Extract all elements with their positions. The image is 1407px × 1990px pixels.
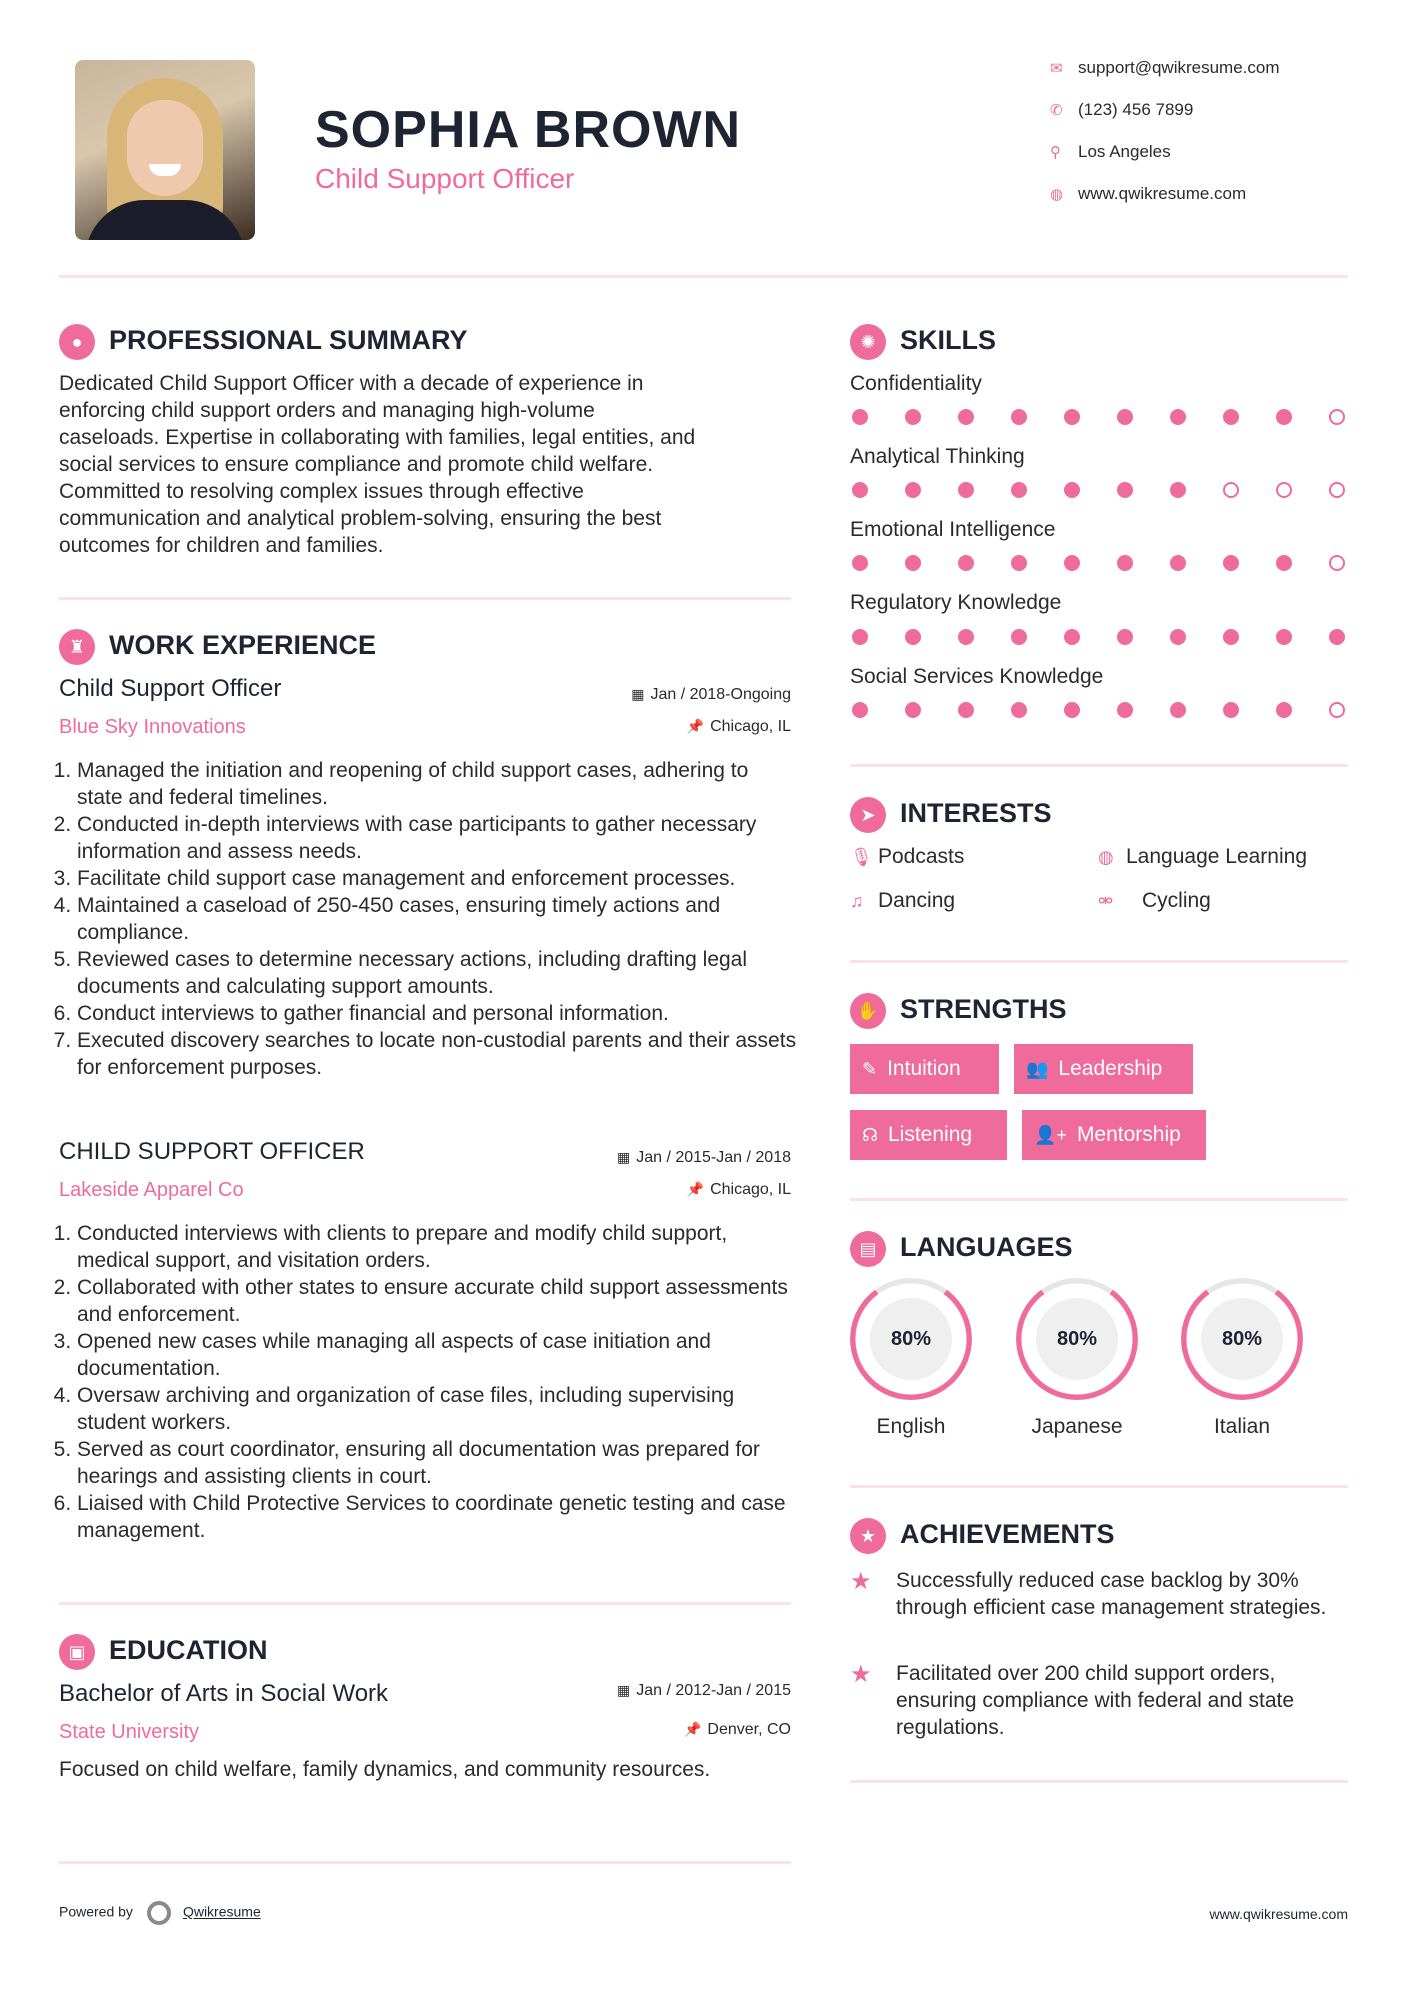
rating-dot-filled — [1117, 409, 1133, 425]
education-degree: Bachelor of Arts in Social Work — [59, 1680, 389, 1707]
rating-dot-filled — [905, 702, 921, 718]
languages-divider — [850, 1485, 1348, 1488]
rating-dot-filled — [852, 555, 868, 571]
list-item: 2. Conducted in-depth interviews with case participants to gather necessary information and assess needs. — [77, 811, 799, 865]
rating-dot-filled — [1276, 555, 1292, 571]
rating-dot-filled — [958, 629, 974, 645]
rating-dot-filled — [1064, 629, 1080, 645]
rating-dot-filled — [1170, 555, 1186, 571]
rating-dot-empty — [1223, 482, 1239, 498]
rating-dot-filled — [1011, 555, 1027, 571]
interest-item: ◍ Language Learning — [1098, 845, 1308, 868]
language-ring — [850, 1278, 972, 1400]
rating-dot-filled — [1223, 702, 1239, 718]
skill-rating — [852, 555, 1345, 571]
rating-dot-empty — [1329, 482, 1345, 498]
skill-rating — [852, 629, 1345, 645]
language-percent: 80% — [1201, 1298, 1283, 1380]
rating-dot-filled — [1011, 482, 1027, 498]
interests-heading: ➤ INTERESTS — [850, 797, 1052, 833]
strengths-heading: ✋ STRENGTHS — [850, 993, 1067, 1029]
rating-dot-filled — [1117, 629, 1133, 645]
rating-dot-filled — [1064, 702, 1080, 718]
rating-dot-empty — [1329, 409, 1345, 425]
header-divider — [59, 275, 1348, 278]
interest-item: ♫ Dancing — [850, 889, 956, 912]
list-item: 6. Conduct interviews to gather financial and personal information. — [77, 1000, 799, 1027]
rating-dot-filled — [852, 482, 868, 498]
strength-tag: ☊ Listening — [850, 1110, 1007, 1160]
education-description: Focused on child welfare, family dynamics, and community resources. — [59, 1758, 711, 1781]
job-duties — [59, 1220, 799, 1544]
list-item: 1. Managed the initiation and reopening of child support cases, adhering to state and federal timelines. — [77, 757, 799, 811]
language-name: English — [876, 1415, 946, 1438]
strength-tag: ✎ Intuition — [850, 1044, 999, 1094]
strength-tag: 👤+ Mentorship — [1022, 1110, 1206, 1160]
rating-dot-filled — [852, 702, 868, 718]
language-name: Japanese — [1031, 1415, 1123, 1438]
user-plus-icon: 👤+ — [1034, 1125, 1067, 1145]
list-item: 7. Executed discovery searches to locate non-custodial parents and their assets for enforcement purposes. — [77, 1027, 799, 1081]
list-item: 3. Facilitate child support case management and enforcement processes. — [77, 865, 799, 892]
footer-powered: Powered by Qwikresume — [59, 1901, 261, 1925]
rating-dot-filled — [905, 555, 921, 571]
education-heading: ▣ EDUCATION — [59, 1634, 268, 1670]
rating-dot-filled — [1223, 629, 1239, 645]
footer-brand-link[interactable]: Qwikresume — [182, 1903, 261, 1920]
envelope-icon: ✉ — [1050, 60, 1063, 77]
languages-heading: ▤ LANGUAGES — [850, 1231, 1073, 1267]
rating-dot-filled — [1064, 555, 1080, 571]
star-badge-icon: ★ — [850, 1518, 886, 1554]
achievements-divider — [850, 1780, 1348, 1783]
contact-website[interactable]: ◍ www.qwikresume.com — [1050, 184, 1247, 203]
skill-name: Social Services Knowledge — [850, 665, 1104, 688]
pushpin-icon: 📌 — [683, 1721, 702, 1737]
headphones-icon: ☊ — [862, 1125, 878, 1145]
rating-dot-filled — [905, 409, 921, 425]
language-percent: 80% — [870, 1298, 952, 1380]
rating-dot-filled — [1276, 409, 1292, 425]
list-item: 5. Served as court coordinator, ensuring all documentation was prepared for hearings and assisting clients in court. — [77, 1436, 799, 1490]
language-percent: 80% — [1036, 1298, 1118, 1380]
rating-dot-filled — [1011, 629, 1027, 645]
achievement-item: ★ Successfully reduced case backlog by 30% through efficient case management strategies. — [850, 1568, 1327, 1619]
rating-dot-filled — [1170, 409, 1186, 425]
globe-icon: ◍ — [1050, 186, 1064, 203]
rating-dot-filled — [852, 409, 868, 425]
education-divider — [59, 1861, 791, 1864]
magic-wand-icon: ✎ — [862, 1059, 878, 1079]
graduation-icon: ▣ — [59, 1634, 95, 1670]
calendar-icon: ▦ — [616, 1149, 631, 1165]
achievement-item: ★ Facilitated over 200 child support orders, ensuring compliance with federal and state regulations. — [850, 1661, 1295, 1739]
summary-divider — [59, 597, 791, 600]
candidate-title: Child Support Officer — [315, 163, 575, 194]
language-name: Italian — [1213, 1415, 1271, 1438]
music-note-icon: ♫ — [850, 891, 864, 911]
candidate-name: SOPHIA BROWN — [315, 101, 742, 159]
rating-dot-filled — [1117, 702, 1133, 718]
rating-dot-filled — [1276, 629, 1292, 645]
experience-heading: ♜ WORK EXPERIENCE — [59, 629, 376, 665]
interests-divider — [850, 960, 1348, 963]
rating-dot-filled — [1223, 555, 1239, 571]
lightbulb-icon: ✺ — [850, 324, 886, 360]
star-icon: ★ — [850, 1661, 872, 1688]
rating-dot-filled — [1170, 482, 1186, 498]
rating-dot-empty — [1276, 482, 1292, 498]
rating-dot-filled — [1276, 702, 1292, 718]
job-duties — [59, 757, 799, 1081]
interest-item: ⚮ Cycling — [1098, 889, 1211, 912]
achievements-heading: ★ ACHIEVEMENTS — [850, 1518, 1115, 1554]
job-location: 📌 Chicago, IL — [686, 718, 791, 735]
education-school: State University — [59, 1721, 200, 1743]
job-company: Blue Sky Innovations — [59, 716, 246, 738]
strength-tag: 👥 Leadership — [1014, 1044, 1193, 1094]
summary-text: Dedicated Child Support Officer with a decade of experience in enforcing child support orders and managing high-volume caseloads. Expertise in collaborating with families, legal entities, and social services to ensure compliance and promote child welfare. Committed to resolving complex issues through effective communication and analytical problem-solving, ensuring the best outcomes for children and families. — [59, 372, 696, 557]
list-item: 4. Maintained a caseload of 250-450 cases, ensuring timely actions and compliance. — [77, 892, 799, 946]
list-item: 6. Liaised with Child Protective Services to coordinate genetic testing and case management. — [77, 1490, 799, 1544]
rating-dot-filled — [1064, 409, 1080, 425]
footer-url[interactable]: www.qwikresume.com — [1209, 1906, 1348, 1922]
list-item: 3. Opened new cases while managing all aspects of case initiation and documentation. — [77, 1328, 799, 1382]
pushpin-icon: 📌 — [686, 1181, 705, 1197]
strengths-divider — [850, 1198, 1348, 1201]
job-company: Lakeside Apparel Co — [59, 1179, 244, 1201]
rating-dot-filled — [1170, 629, 1186, 645]
skill-name: Regulatory Knowledge — [850, 591, 1062, 614]
rating-dot-filled — [958, 555, 974, 571]
skill-name: Analytical Thinking — [850, 445, 1025, 468]
job-title: Child Support Officer — [59, 675, 282, 702]
microphone-icon: 🎙 — [850, 847, 873, 867]
contact-phone[interactable]: ✆ (123) 456 7899 — [1050, 100, 1194, 119]
profile-photo — [75, 60, 255, 240]
education-location: 📌 Denver, CO — [683, 1721, 791, 1738]
map-pin-icon: ⚲ — [1050, 144, 1061, 161]
paper-plane-icon: ➤ — [850, 797, 886, 833]
rating-dot-filled — [1064, 482, 1080, 498]
rating-dot-filled — [958, 482, 974, 498]
list-item: 5. Reviewed cases to determine necessary actions, including drafting legal documents and calculating support amounts. — [77, 946, 799, 1000]
contact-email[interactable]: ✉ support@qwikresume.com — [1050, 58, 1280, 77]
job-title: CHILD SUPPORT OFFICER — [59, 1138, 365, 1165]
skill-name: Confidentiality — [850, 372, 982, 395]
skill-rating — [852, 702, 1345, 718]
rating-dot-filled — [958, 702, 974, 718]
skill-rating — [852, 409, 1345, 425]
rating-dot-filled — [1117, 482, 1133, 498]
contact-location: ⚲ Los Angeles — [1050, 142, 1171, 161]
language-ring — [1016, 1278, 1138, 1400]
summary-heading: ● PROFESSIONAL SUMMARY — [59, 324, 468, 360]
job-dates: ▦ Jan / 2018-Ongoing — [631, 686, 791, 703]
user-icon: ● — [59, 324, 95, 360]
rating-dot-filled — [905, 482, 921, 498]
qwikresume-logo-icon — [147, 1901, 171, 1925]
hand-icon: ✋ — [850, 993, 886, 1029]
calendar-icon: ▦ — [616, 1682, 631, 1698]
rating-dot-filled — [852, 629, 868, 645]
skill-rating — [852, 482, 1345, 498]
users-icon: 👥 — [1026, 1059, 1049, 1079]
rating-dot-filled — [905, 629, 921, 645]
interest-item: 🎙 Podcasts — [850, 845, 965, 868]
pushpin-icon: 📌 — [686, 718, 705, 734]
language-ring — [1181, 1278, 1303, 1400]
rating-dot-filled — [1170, 702, 1186, 718]
star-icon: ★ — [850, 1568, 872, 1595]
rating-dot-empty — [1329, 702, 1345, 718]
language-icon: ▤ — [850, 1231, 886, 1267]
rating-dot-filled — [1117, 555, 1133, 571]
rating-dot-filled — [1011, 702, 1027, 718]
calendar-icon: ▦ — [631, 686, 645, 702]
skill-name: Emotional Intelligence — [850, 518, 1056, 541]
rating-dot-filled — [1223, 409, 1239, 425]
list-item: 1. Conducted interviews with clients to prepare and modify child support, medical support, and visitation orders. — [77, 1220, 799, 1274]
job-dates: ▦ Jan / 2015-Jan / 2018 — [616, 1149, 791, 1166]
rating-dot-filled — [958, 409, 974, 425]
rating-dot-filled — [1329, 629, 1345, 645]
skills-divider — [850, 764, 1348, 767]
globe-icon: ◍ — [1098, 847, 1114, 867]
education-dates: ▦ Jan / 2012-Jan / 2015 — [616, 1682, 791, 1699]
phone-icon: ✆ — [1050, 102, 1063, 119]
list-item: 2. Collaborated with other states to ensure accurate child support assessments and enforcement. — [77, 1274, 799, 1328]
rating-dot-filled — [1011, 409, 1027, 425]
experience-divider — [59, 1602, 791, 1605]
skills-heading: ✺ SKILLS — [850, 324, 996, 360]
list-item: 4. Oversaw archiving and organization of case files, including supervising student workers. — [77, 1382, 799, 1436]
bicycle-icon: ⚮ — [1098, 891, 1114, 911]
rating-dot-empty — [1329, 555, 1345, 571]
chair-icon: ♜ — [59, 629, 95, 665]
job-location: 📌 Chicago, IL — [686, 1181, 791, 1198]
